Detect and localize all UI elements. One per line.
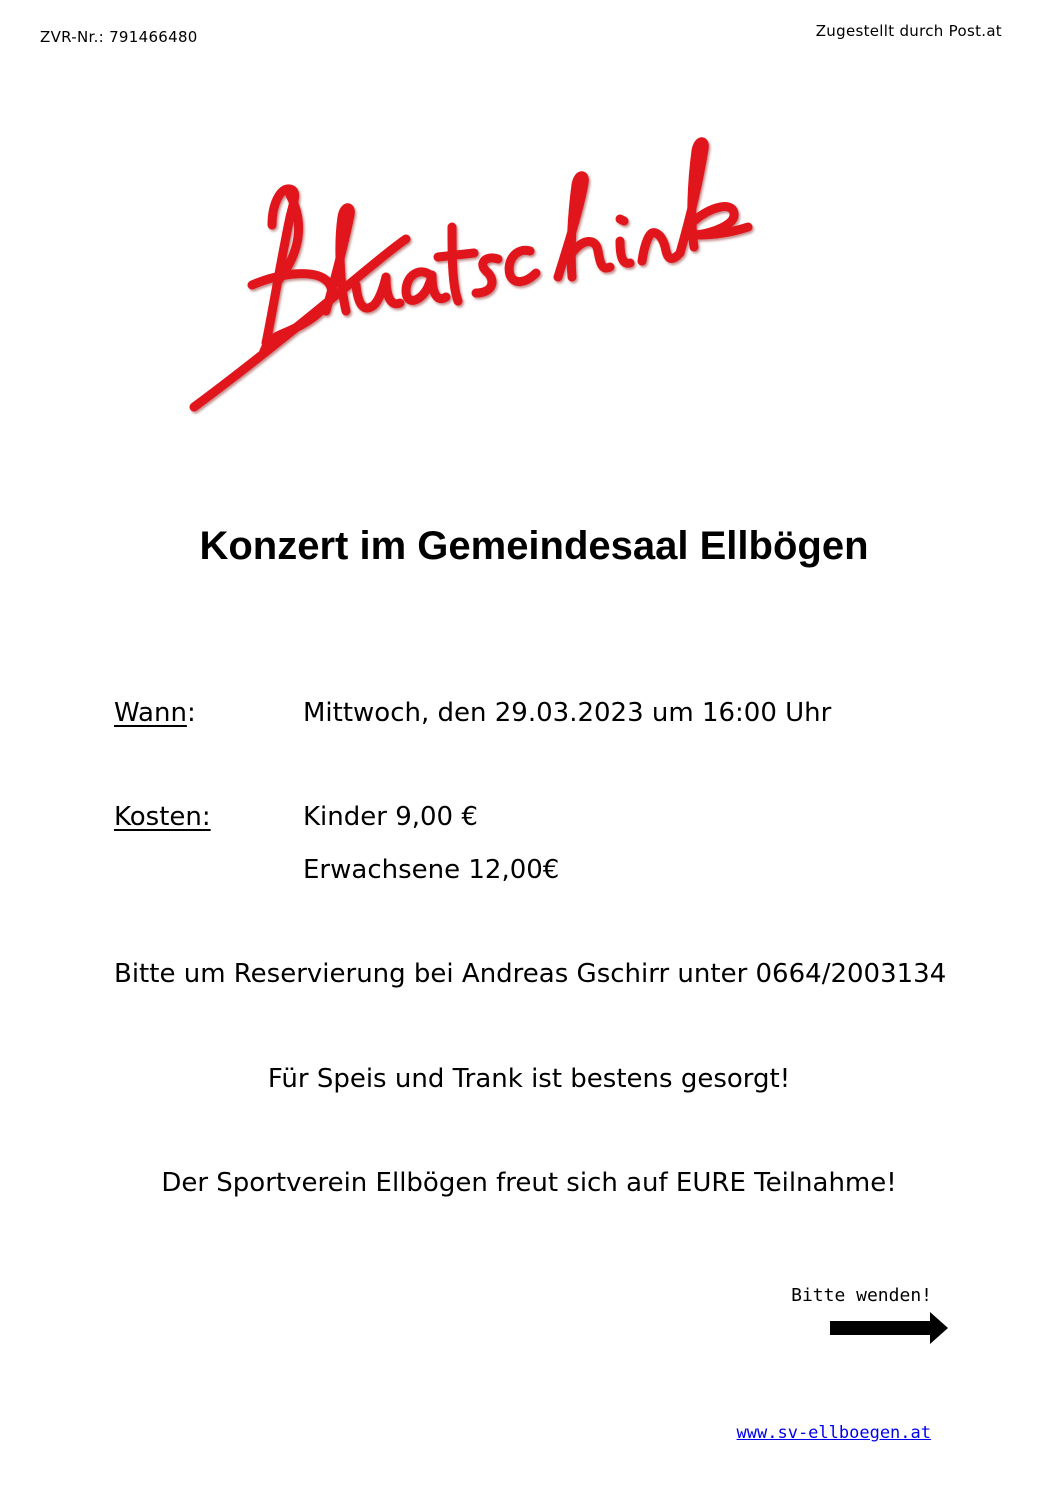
costs-label: Kosten: (114, 802, 211, 832)
price-adults: Erwachsene 12,00€ (303, 855, 560, 885)
food-note: Für Speis und Trank ist bestens gesorgt! (267, 1064, 791, 1094)
when-label (114, 698, 196, 728)
please-turn-note: Bitte wenden! (791, 1285, 932, 1306)
zvr-number: ZVR-Nr.: 791466480 (40, 28, 198, 46)
when-label-text: Wann (114, 698, 187, 728)
website-link[interactable]: www.sv-ellboegen.at (736, 1423, 931, 1443)
when-value: Mittwoch, den 29.03.2023 um 16:00 Uhr (303, 698, 832, 728)
delivery-note: Zugestellt durch Post.at (815, 22, 1002, 40)
closing-note: Der Sportverein Ellbögen freut sich auf EURE Teilnahme! (161, 1168, 897, 1198)
bluatschink-logo (180, 135, 760, 420)
price-children: Kinder 9,00 € (303, 802, 478, 832)
when-label-colon: : (186, 698, 196, 728)
arrow-right-icon (830, 1312, 950, 1344)
event-headline: Konzert im Gemeindesaal Ellbögen (199, 524, 869, 568)
reservation-note: Bitte um Reservierung bei Andreas Gschirr unter 0664/2003134 (114, 959, 947, 989)
